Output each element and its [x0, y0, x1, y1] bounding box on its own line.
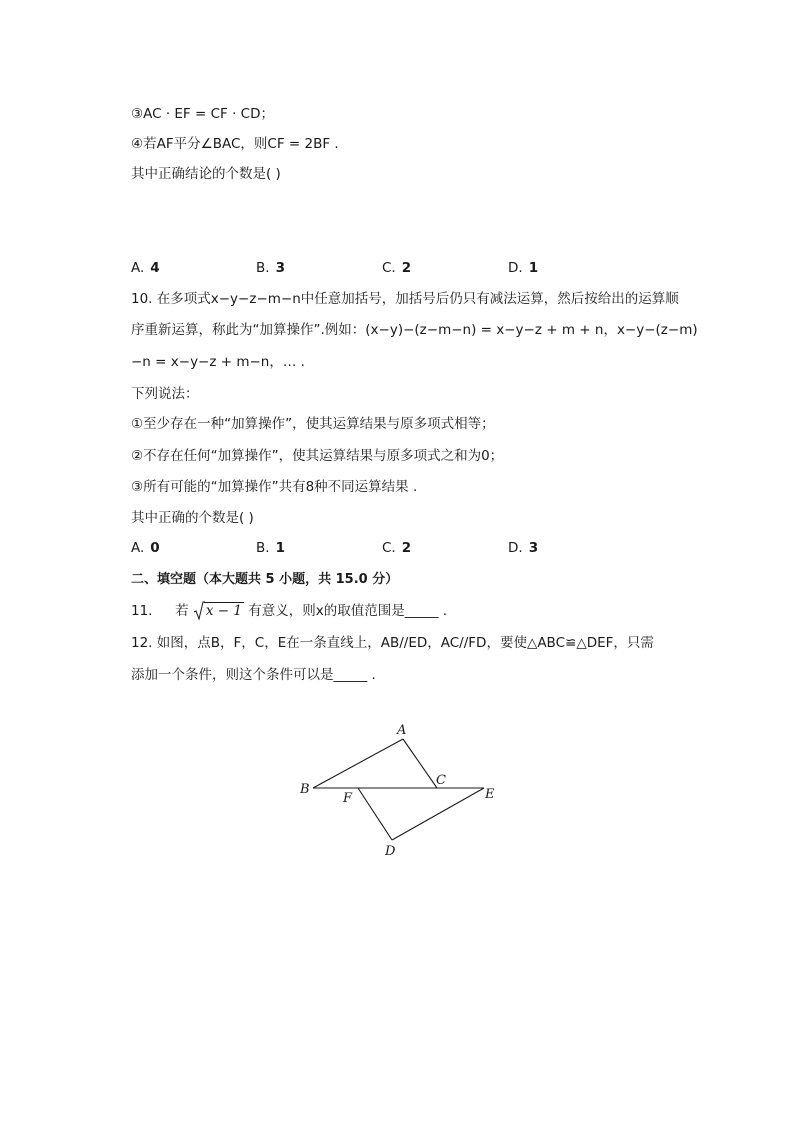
q11-text-post: 有意义，则x的取值范围是_____ . — [248, 603, 448, 619]
q9-option-c: C. 2 — [382, 260, 412, 276]
q10-prompt: 其中正确的个数是( ) — [131, 510, 254, 526]
point-label-b: B — [300, 782, 310, 797]
q9-option-a: A. 4 — [131, 260, 160, 276]
point-label-a: A — [397, 723, 407, 738]
section-header-fill-in: 二、填空题（本大题共 5 小题，共 15.0 分） — [131, 572, 399, 587]
q9-prompt: 其中正确结论的个数是( ) — [131, 166, 281, 182]
q9-statement-4: ④若AF平分∠BAC，则CF = 2BF . — [131, 136, 339, 152]
line-segment-df — [358, 788, 392, 840]
sqrt-radicand: x − 1 — [205, 603, 242, 619]
q10-statement-2: ②不存在任何“加算操作”，使其运算结果与原多项式之和为0； — [131, 448, 504, 464]
q10-statement-1: ①至少存在一种“加算操作”，使其运算结果与原多项式相等； — [131, 416, 495, 432]
q12-stem-line-2: 添加一个条件，则这个条件可以是_____ . — [131, 667, 376, 683]
q11-text-pre: 若 — [175, 603, 189, 619]
q10-option-c: C. 2 — [382, 540, 412, 556]
point-label-c: C — [436, 773, 446, 788]
line-segment-ab — [313, 739, 403, 788]
q10-option-b: B. 1 — [256, 540, 285, 556]
q10-stem-line-3: −n = x−y−z + m−n，… . — [131, 354, 305, 370]
q11-number: 11. — [131, 603, 153, 619]
point-label-d: D — [385, 844, 396, 859]
q9-statement-3: ③AC · EF = CF · CD； — [131, 106, 274, 122]
q9-option-b: B. 3 — [256, 260, 285, 276]
q10-option-a: A. 0 — [131, 540, 160, 556]
line-segment-ed — [392, 788, 484, 840]
q10-intro: 下列说法： — [131, 386, 199, 402]
q10-option-d: D. 3 — [508, 540, 539, 556]
q10-stem-line-1: 10. 在多项式x−y−z−m−n中任意加括号，加括号后仍只有减法运算，然后按给出的运算顺 — [131, 291, 679, 307]
line-segment-ac — [403, 739, 437, 788]
point-label-e: E — [485, 787, 495, 802]
q10-statement-3: ③所有可能的“加算操作”共有8种不同运算结果 . — [131, 479, 418, 495]
q12-stem-line-1: 12. 如图，点B，F，C，E在一条直线上，AB//ED，AC//FD，要使△ABC≌△DEF，只需 — [131, 635, 654, 651]
q9-option-d: D. 1 — [508, 260, 539, 276]
q10-stem-line-2: 序重新运算，称此为“加算操作”.例如：(x−y)−(z−m−n) = x−y−z + m + n，x−y−(z−m) — [131, 322, 698, 338]
point-label-f: F — [343, 791, 353, 806]
